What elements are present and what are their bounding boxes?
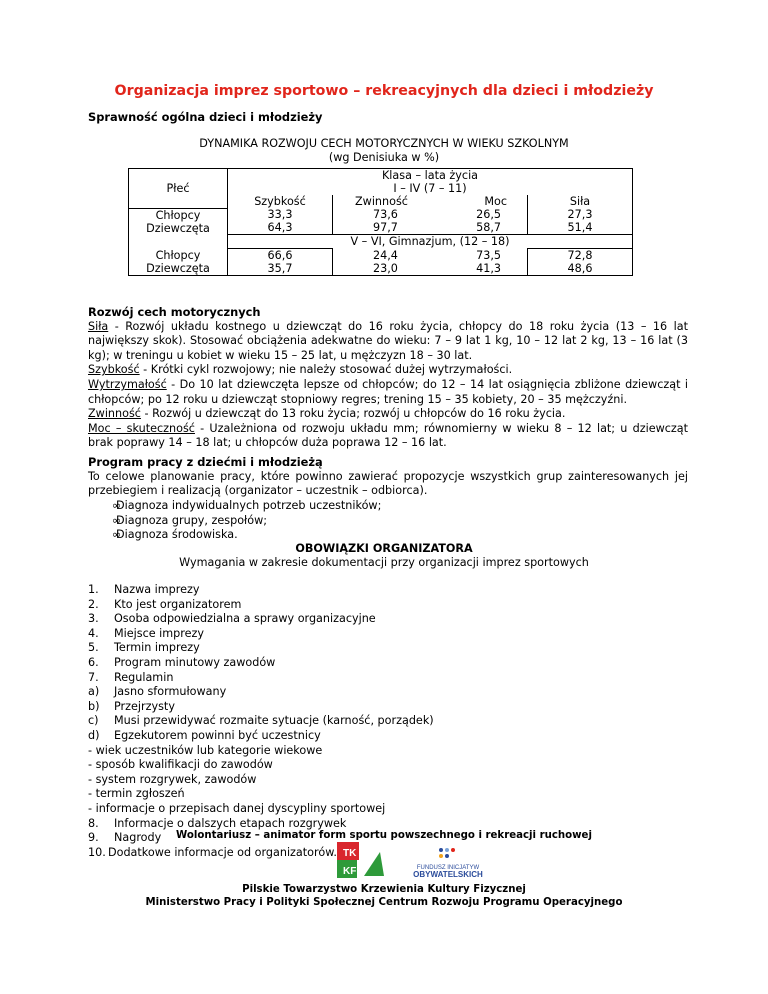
row-label-chlopcy: Chłopcy [155,208,201,222]
table-header-sila: Siła [528,195,633,208]
table-cell [228,208,333,235]
fio-logo-text-bottom: OBYWATELSKICH [413,870,483,879]
list-item: 1. Nazwa imprezy [88,583,200,596]
value-g1-dziewczeta-sila: 51,4 [567,221,593,234]
term-zwinnosc: Zwinność [88,407,141,421]
table-cell [528,208,633,235]
list-item: 7. Regulamin [88,670,174,684]
program-bullet-list [88,499,381,543]
page-title: Organizacja imprez sportowo – rekreacyjnych dla dzieci i młodzieży [114,83,654,99]
table-subtitle: (wg Denisiuka w %) [328,151,440,164]
row-label-dziewczeta: Dziewczęta [146,221,210,235]
obowiazki-list [88,583,434,860]
table-cell [333,249,528,276]
obowiazki-heading: OBOWIĄZKI ORGANIZATORA [295,542,473,555]
table-header-zwinnosc: Zwinność [355,195,408,208]
footer-organization: Pilskie Towarzystwo Krzewienia Kultury Fizycznej [242,884,526,895]
list-item: 2. Kto jest organizatorem [88,597,242,611]
list-item: 3. Osoba odpowiedzialna a sprawy organizacyjne [88,612,376,626]
value-g2-chlopcy-sila: 72,8 [567,249,593,262]
table-row-label [129,208,228,235]
value-g2-dziewczeta-zwinnosc: 23,0 [373,261,398,275]
value-g1-chlopcy-szybkosc: 33,3 [267,208,293,221]
tkkf-logo-figure-icon [364,852,384,876]
tkkf-logo-text-bottom: KF [343,866,357,877]
table-header-klasa: Klasa – lata życia [228,169,633,183]
value-g2-chlopcy-zwinnosc: 24,4 [373,248,398,262]
value-g1-dziewczeta-moc: 58,7 [476,221,501,234]
term-szybkosc: Szybkość [88,363,140,377]
motor-development-table [128,168,633,276]
value-g1-chlopcy-moc: 26,5 [476,208,501,221]
list-item: - termin zgłoszeń [88,787,185,801]
list-item: 8. Informacje o dalszych etapach rozgrywek [88,816,347,830]
obowiazki-subheading: Wymagania w zakresie dokumentacji przy organizacji imprez sportowych [179,556,589,569]
list-item: 10. Dodatkowe informacje od organizatorów. [88,845,337,859]
value-g1-dziewczeta-zwinnosc: 97,7 [373,221,398,234]
list-item: b) Przejrzysty [88,699,175,713]
table-cell [528,249,633,276]
list-item: ∞ Diagnoza grupy, zespołów; [88,514,381,529]
program-section [88,455,688,499]
program-heading: Program pracy z dziećmi i młodzieżą [88,455,323,469]
fio-dot-icon [451,848,455,852]
table-title: DYNAMIKA ROZWOJU CECH MOTORYCZNYCH W WIEKU SZKOLNYM [199,137,569,150]
list-item: 4. Miejsce imprezy [88,626,205,640]
tkkf-logo-text-top: TK [343,848,357,859]
fio-logo [413,848,483,879]
list-item: 9. Nagrody [88,831,162,845]
list-item: a) Jasno sformułowany [88,685,227,699]
value-g2-dziewczeta-moc: 41,3 [476,261,501,275]
fio-dot-icon [445,854,449,858]
text-sila: - Rozwój układu kostnego u dziewcząt do 16 roku życia, chłopcy do 18 roku życia (13 – 16 lat największy skok). Stosować obciążenia adekwatne do wieku: 7 – 9 lat 1 kg, 10 – 12 lat 2 kg, 13 – 16 lat (3 kg); w treningu u kobiet w wieku 15 – 25 lat, u mężczyzn 18 – 30 lat. [88,319,688,362]
value-g2-dziewczeta-sila: 48,6 [567,262,593,275]
row-label-chlopcy: Chłopcy [155,248,201,262]
list-item: ∞ Diagnoza indywidualnych potrzeb uczestników; [88,499,381,514]
text-moc: - Uzależniona od rozwoju układu mm; równomierny w wieku 8 – 12 lat; u dziewcząt brak poprawy 14 – 18 lat; u chłopców duża poprawa 12 – 16 lat. [88,421,688,450]
paragraph-sila [88,320,688,364]
table-group2-header: V – VI, Gimnazjum, (12 – 18) [228,235,633,249]
section-heading-sprawnosc: Sprawność ogólna dzieci i młodzieży [88,110,323,124]
rozwoj-heading: Rozwój cech motorycznych [88,305,261,319]
value-g2-chlopcy-szybkosc: 66,6 [267,249,293,262]
list-item: - wiek uczestników lub kategorie wiekowe [88,743,323,757]
list-item: - informacje o przepisach danej dyscypliny sportowej [88,801,386,815]
fio-dot-icon [445,848,449,852]
text-szybkosc: - Krótki cykl rozwojowy; nie należy stosować dużej wytrzymałości. [139,363,513,377]
footer-wolontariusz: Wolontariusz – animator form sportu powszechnego i rekreacji ruchowej [176,830,592,841]
list-item: ∞ Diagnoza środowiska. [88,528,381,543]
term-sila: Siła [88,319,109,333]
list-item: d) Egzekutorem powinni być uczestnicy [88,728,321,742]
text-zwinnosc: - Rozwój u dziewcząt do 13 roku życia; rozwój u chłopców do 16 roku życia. [140,407,566,421]
list-item: 5. Termin imprezy [88,641,200,655]
list-item: c) Musi przewidywać rozmaite sytuacje (karność, porządek) [88,714,434,728]
table-cell [228,249,333,276]
term-wytrzymalosc: Wytrzymałość [88,377,167,391]
footer-ministry: Ministerstwo Pracy i Polityki Społecznej Centrum Rozwoju Programu Operacyjnego [145,897,623,908]
list-item: - sposób kwalifikacji do zawodów [88,758,273,772]
table-header-moc: Moc [484,195,507,208]
fio-dot-icon [439,848,443,852]
logo-strip [0,842,768,880]
value-g2-chlopcy-moc: 73,5 [476,248,501,262]
table-group1-header: I – IV (7 – 11) [228,182,633,195]
footer-logos [0,842,768,880]
paragraph-zwinnosc [88,407,688,422]
table-header-szybkosc: Szybkość [228,195,333,208]
table-cell [333,208,528,235]
row-label-dziewczeta: Dziewczęta [146,261,210,275]
list-item: 6. Program minutowy zawodów [88,655,276,669]
value-g1-chlopcy-sila: 27,3 [567,208,593,221]
program-text: To celowe planowanie pracy, które powinno zawierać propozycje wszystkich grup zainteresowanych jej przebiegiem i realizacją (organizator – uczestnik – odbiorca). [88,469,688,498]
paragraph-moc [88,422,688,451]
list-item: - system rozgrywek, zawodów [88,772,257,786]
value-g1-chlopcy-zwinnosc: 73,6 [373,208,398,221]
term-moc: Moc – skuteczność [88,421,195,435]
paragraph-szybkosc [88,363,688,378]
fio-logo-text-top: FUNDUSZ INICJATYW [416,865,480,871]
rozwoj-section [88,305,688,451]
fio-dot-icon [439,854,443,858]
text-wytrzymalosc: - Do 10 lat dziewczęta lepsze od chłopców; do 12 – 14 lat osiągnięcia zbliżone dziewcząt i chłopców; po 12 roku u dziewcząt stopniowy regres; trening 15 – 35 kobiety, 20 – 35 mężczyźni. [88,377,688,406]
table-header-plec: Płeć [129,169,228,209]
table-row-label [129,249,228,276]
value-g1-dziewczeta-szybkosc: 64,3 [267,221,293,234]
tkkf-logo [337,842,384,878]
value-g2-dziewczeta-szybkosc: 35,7 [267,262,293,275]
paragraph-wytrzymalosc [88,378,688,407]
